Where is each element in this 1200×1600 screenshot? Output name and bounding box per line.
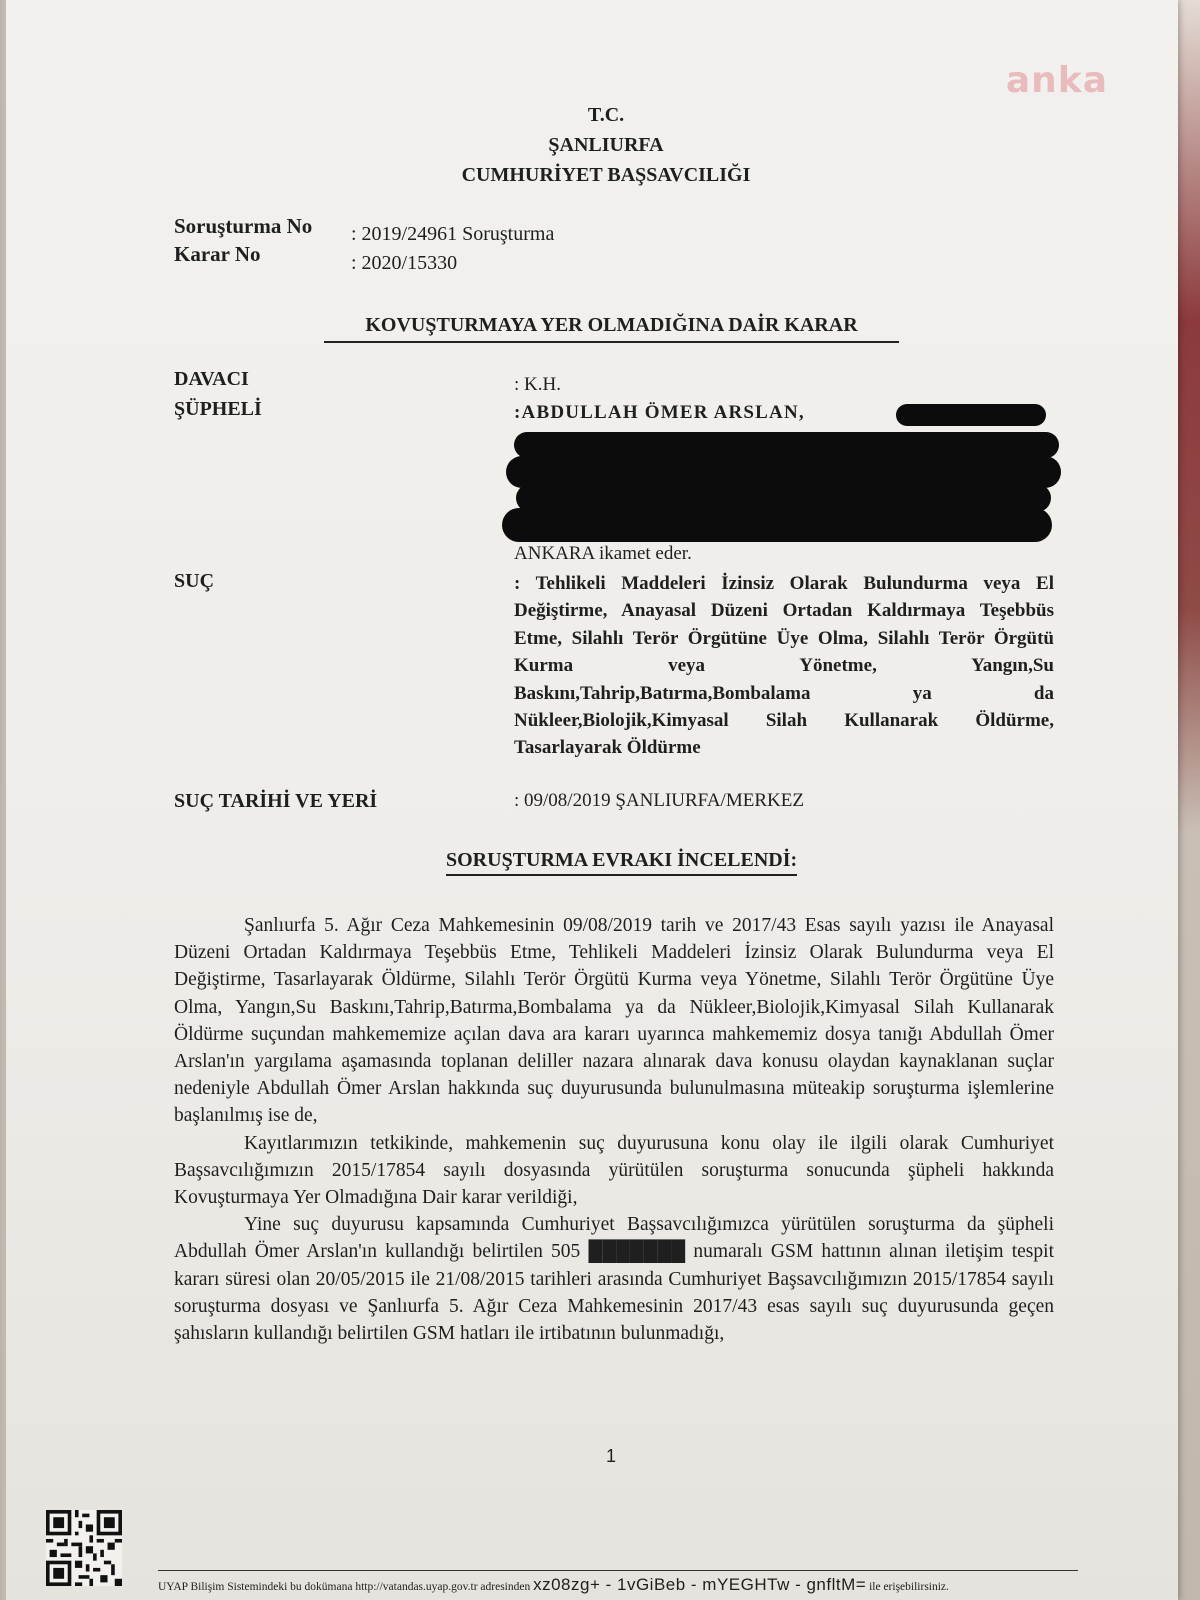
uyap-footer [158,1570,1078,1595]
karar-no-value: : 2020/15330 [351,252,458,274]
paragraph: Yine suç duyurusu kapsamında Cumhuriyet Başsavcılığımızca yürütülen soruşturma da şüpheli Abdullah Ömer Arslan'ın kullandığı belirtilen 505 ███████ numaralı GSM hattının alınan iletişim tespit kararı süresi olan 20/05/2015 ile 21/08/2015 tarihleri arasında Cumhuriyet Başsavcılığımızın 2015/17854 sayılı soruşturma dosyası ve Şanlıurfa 5. Ağır Ceza Mahkemesinin 2017/43 esas sayılı suç duyurusunda geçen şahısların kullandığı belirtilen GSM hatları ile irtibatının bulunmadığı, [174,1214,1054,1345]
redaction-bar [502,508,1052,542]
page-number: 1 [606,1446,617,1466]
supheli-value: :ABDULLAH ÖMER ARSLAN, [514,402,805,423]
header-line-tc: T.C. [587,104,625,126]
sorusturma-no-value: : 2019/24961 Soruşturma [351,223,555,245]
paragraph: Kayıtlarımızın tetkikinde, mahkemenin suç duyurusuna konu olay ile ilgili olarak Cumhuriyet Başsavcılığımızın 2015/17854 sayılı dosyasında yürütülen soruşturma sonucunda şüpheli hakkında Kovuşturmaya Yer Olmadığına Dair karar verildiği, [174,1132,1054,1209]
suc-value: : Tehlikeli Maddeleri İzinsiz Olarak Bulundurma veya El Değiştirme, Anayasal Düzeni Ortadan Kaldırmaya Teşebbüs Etme, Silahlı Terör Örgütüne Üye Olma, Silahlı Terör Örgütü Kurma veya Yönetme, Yangın,Su Baskını,Tahrip,Batırma,Bombalama ya da Nükleer,Biolojik,Kimyasal Silah Kullanarak Öldürme, Tasarlayarak Öldürme [514,573,1054,759]
suc-tarihi-value: : 09/08/2019 ŞANLIURFA/MERKEZ [514,790,804,811]
verification-code: xz08zg+ - 1vGiBeb - mYEGHTw - gnfltM= [533,1575,867,1594]
supheli-label: ŞÜPHELİ [174,398,262,420]
header-line-office: CUMHURİYET BAŞSAVCILIĞI [461,164,751,186]
karar-no-label: Karar No [174,242,261,266]
document-header [6,100,1178,190]
header-line-city: ŞANLIURFA [548,134,664,156]
footer-suffix: ile erişebilirsiniz. [869,1581,949,1593]
document-title: KOVUŞTURMAYA YER OLMADIĞINA DAİR KARAR [324,314,899,343]
section-title: SORUŞTURMA EVRAKI İNCELENDİ: [446,849,797,876]
body-text [174,912,1054,1347]
redaction-bar [896,404,1046,426]
redaction-bar [514,432,1059,458]
sorusturma-no-label: Soruşturma No [174,214,313,238]
qr-code-icon [46,1510,122,1586]
suc-label: SUÇ [174,570,215,592]
davaci-value: : K.H. [514,374,561,395]
footer-prefix: UYAP Bilişim Sistemindeki bu dokümana http://vatandas.uyap.gov.tr adresinden [158,1581,531,1593]
supheli-address-end: ANKARA ikamet eder. [514,543,692,564]
suc-tarihi-label: SUÇ TARİHİ VE YERİ [174,790,378,812]
davaci-label: DAVACI [174,368,249,390]
watermark-logo: anka [1005,60,1108,101]
paragraph: Şanlıurfa 5. Ağır Ceza Mahkemesinin 09/08/2019 tarih ve 2017/43 Esas sayılı yazısı ile Anayasal Düzeni Ortadan Kaldırmaya Teşebbüs Etme, Tehlikeli Maddeleri İzinsiz Olarak Bulundurma veya El Değiştirme, Tasarlayarak Öldürme, Silahlı Terör Örgütü Kurma veya Yönetme, Silahlı Terör Örgütüne Üye Olma, Yangın,Su Baskını,Tahrip,Batırma,Bombalama ya da Nükleer,Biolojik,Kimyasal Silah Kullanarak Öldürme suçundan mahkememize açılan dava ara kararı uyarınca mahkememiz dosya tanığı Abdullah Ömer Arslan'ın yargılama aşamasında toplanan deliller nazara alınarak dava konusu olaydan kaynaklanan suçlar nedeniyle Abdullah Ömer Arslan hakkında suç duyurusunda bulunulmasına müteakip soruşturma işlemlerine başlanılmış ise de, [174,915,1054,1127]
document-page [6,0,1178,1600]
